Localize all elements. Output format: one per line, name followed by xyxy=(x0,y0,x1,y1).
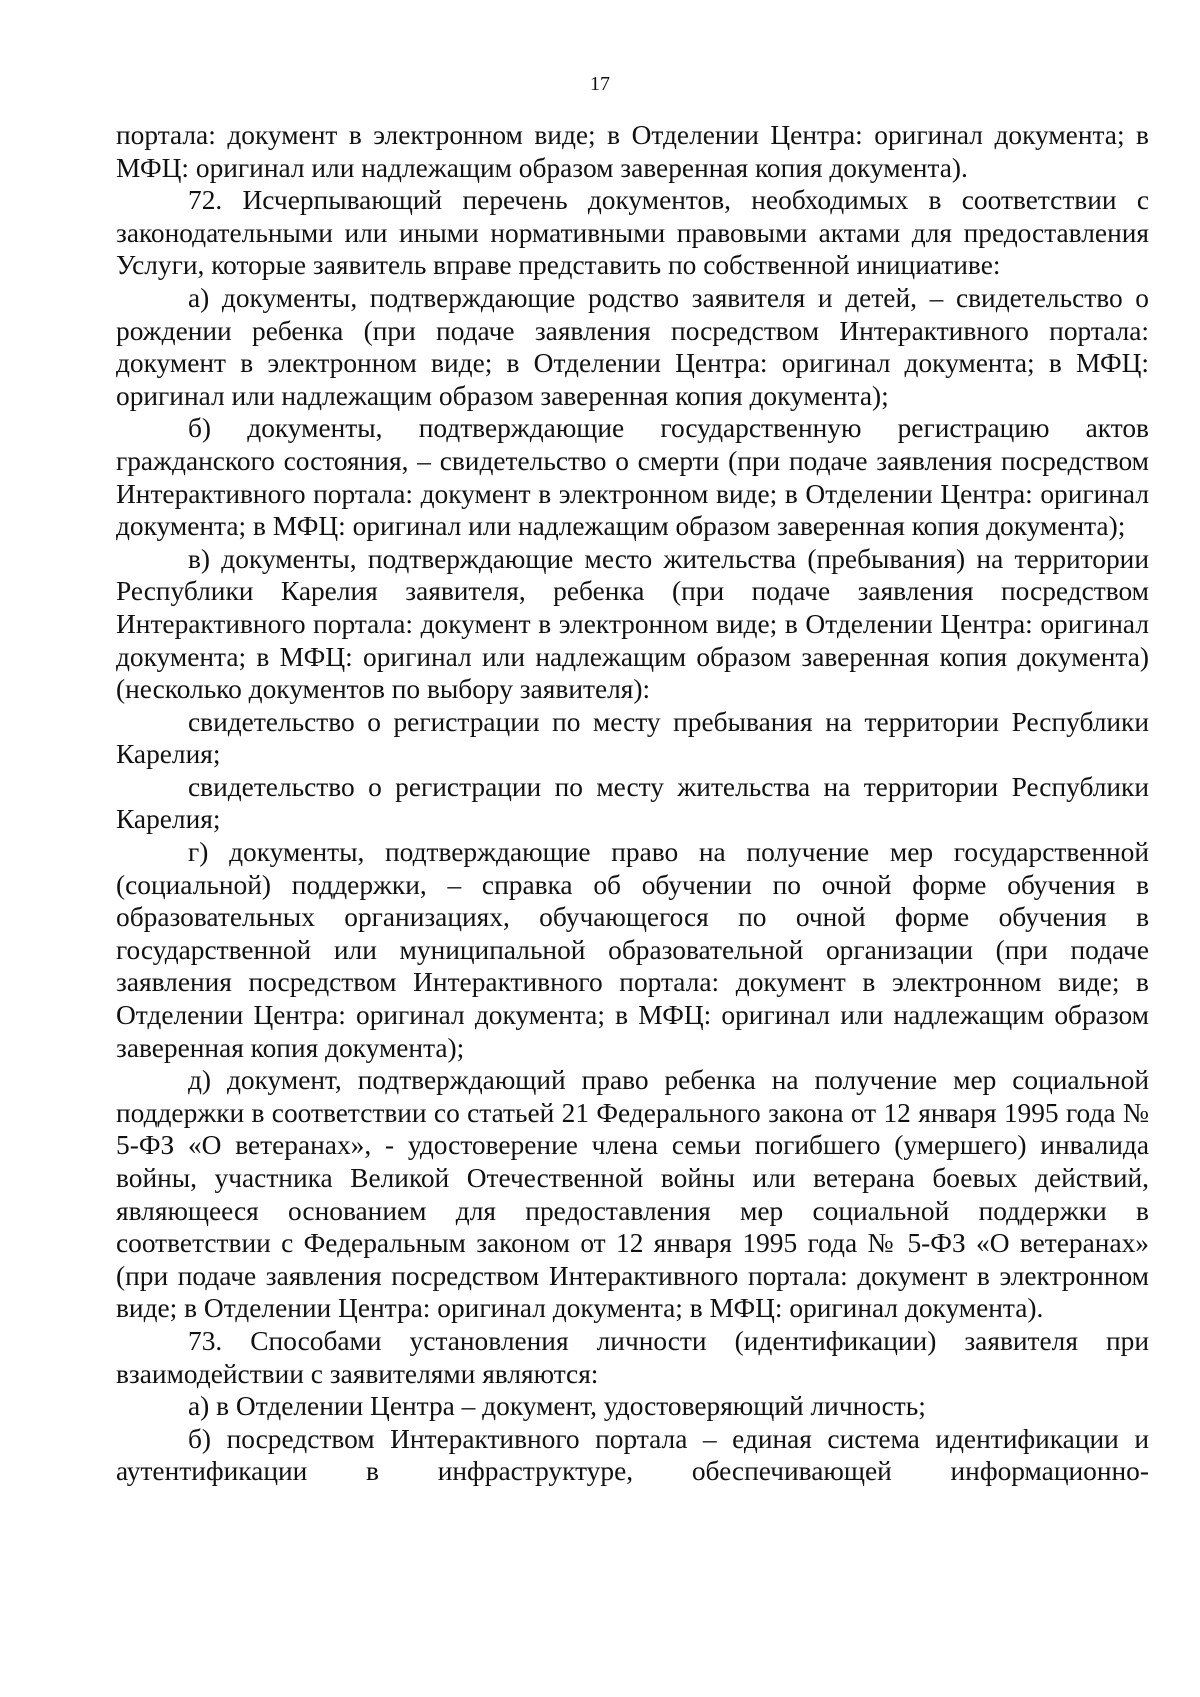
paragraph-72-v-item-2: свидетельство о регистрации по месту жительства на территории Республики Карелия; xyxy=(116,771,1149,835)
paragraph-72-b: б) документы, подтверждающие государственную регистрацию актов гражданского состояния, – свидетельство о смерти (при подаче заявления посредством Интерактивного портала: документ в электронном виде; в Отделении Центра: оригинал документа; в МФЦ: оригинал или надлежащим образом заверенная копия документа); xyxy=(116,413,1149,542)
page-number: 17 xyxy=(590,73,610,95)
paragraph-72-v: в) документы, подтверждающие место жительства (пребывания) на территории Республики Карелия заявителя, ребенка (при подаче заявления посредством Интерактивного портала: документ в электронном виде; в Отделении Центра: оригинал документа; в МФЦ: оригинал или надлежащим образом заверенная копия документа) (несколько документов по выбору заявителя): xyxy=(116,543,1149,705)
paragraph-73: 73. Способами установления личности (идентификации) заявителя при взаимодействии с заявителями являются: xyxy=(116,1325,1149,1389)
paragraph-72: 72. Исчерпывающий перечень документов, необходимых в соответствии с законодательными или иными нормативными правовыми актами для предоставления Услуги, которые заявитель вправе представить по собственной инициативе: xyxy=(116,185,1149,281)
paragraph-73-b: б) посредством Интерактивного портала – единая система идентификации и аутентификации в инфраструктуре, обеспечивающей информационно- xyxy=(116,1423,1149,1487)
paragraph-continuation: портала: документ в электронном виде; в Отделении Центра: оригинал документа; в МФЦ: оригинал или надлежащим образом заверенная копия документа). xyxy=(116,120,1149,183)
paragraph-72-g: г) документы, подтверждающие право на получение мер государственной (социальной) поддержки, – справка об обучении по очной форме обучения в образовательных организациях, обучающегося по очной форме обучения в государственной или муниципальной образовательной организации (при подаче заявления посредством Интерактивного портала: документ в электронном виде; в Отделении Центра: оригинал документа; в МФЦ: оригинал или надлежащим образом заверенная копия документа); xyxy=(116,837,1149,1063)
paragraph-72-v-item-1: свидетельство о регистрации по месту пребывания на территории Республики Карелия; xyxy=(116,706,1149,770)
paragraph-73-a: а) в Отделении Центра – документ, удостоверяющий личность; xyxy=(188,1391,926,1422)
paragraph-72-a: а) документы, подтверждающие родство заявителя и детей, – свидетельство о рождении ребенка (при подаче заявления посредством Интерактивного портала: документ в электронном виде; в Отделении Центра: оригинал документа; в МФЦ: оригинал или надлежащим образом заверенная копия документа); xyxy=(116,282,1149,411)
paragraph-72-d: д) документ, подтверждающий право ребенка на получение мер социальной поддержки в соответствии со статьей 21 Федерального закона от 12 января 1995 года № 5-ФЗ «О ветеранах», - удостоверение члена семьи погибшего (умершего) инвалида войны, участника Великой Отечественной войны или ветерана боевых действий, являющееся основанием для предоставления мер социальной поддержки в соответствии с Федеральным законом от 12 января 1995 года № 5-ФЗ «О ветеранах» (при подаче заявления посредством Интерактивного портала: документ в электронном виде; в Отделении Центра: оригинал документа; в МФЦ: оригинал документа). xyxy=(116,1065,1149,1324)
document-body xyxy=(116,119,1149,1488)
